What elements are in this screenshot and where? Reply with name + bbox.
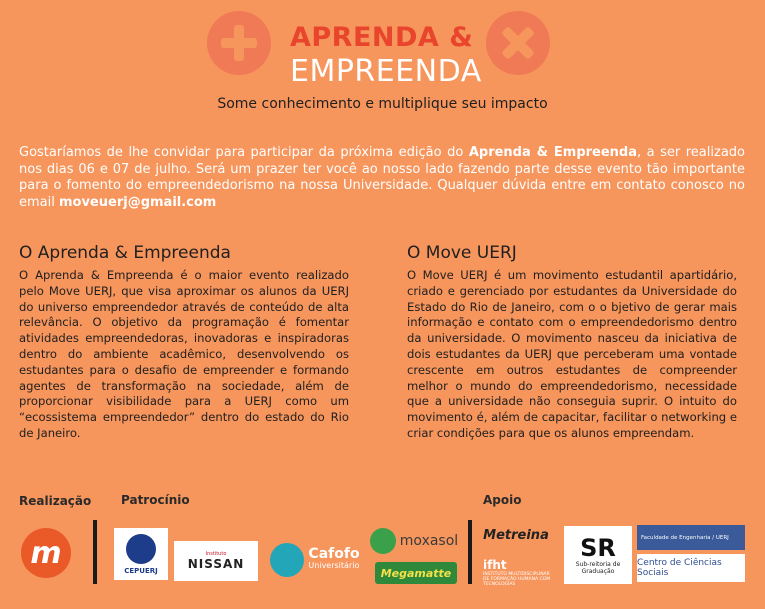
contact-email[interactable]: moveuerj@gmail.com: [58, 194, 217, 210]
ifht-logo: ifht INSTITUTO MULTIDISCIPLINAR DE FORMAÇÃO HUMANA COM TECNOLOGIAS: [483, 557, 551, 587]
cafofo-universitario-logo: Cafofo Universitário: [264, 540, 366, 580]
title-line-2: EMPREENDA: [290, 54, 482, 89]
sr-mark-icon: SR: [580, 534, 616, 562]
section-body: O Aprenda & Empreenda é o maior evento realizado pelo Move UERJ, que visa aproximar os alunos da UERJ do universo empreendedor através de conteúdo de alta relevância. O objetivo da programação é fomentar atividades empreendedoras, inovadoras e inspiradoras dentro do ambiente acadêmico, desenvolvendo os estudantes para o desafio de empreender e formando agentes de transformação na sociedade, além de proporcionar visibilidade para a UERJ como um “ecossistema empreendedor” dentro do estado do Rio de Janeiro.: [19, 268, 349, 440]
divider: [93, 520, 97, 584]
lightbulb-icon: [370, 528, 396, 554]
multiply-icon: [486, 11, 550, 75]
invitation-text: [19, 145, 745, 211]
plus-icon: [207, 11, 271, 75]
metreina-logo: Metreina: [483, 527, 549, 543]
cepuerj-seal-icon: [126, 534, 156, 564]
title-line-1: APRENDA &: [290, 22, 474, 53]
event-header: [0, 0, 765, 120]
section-heading: O Aprenda & Empreenda: [19, 243, 231, 263]
sub-reitoria-logo: SR Sub-reitoria de Graduação: [564, 526, 632, 584]
event-name: Aprenda & Empreenda: [468, 145, 638, 160]
section-aprenda: [19, 243, 349, 442]
move-uerj-logo: m: [21, 528, 71, 578]
invite-part-1: Gostaríamos de lhe convidar para participar da próxima edição do: [19, 145, 469, 160]
invite-part-2: , a ser realizado nos dias 06 e 07 de julho. Será um prazer ter você ao nosso lado fazendo parte desse evento tão importante para o fomento do empreendedorismo na nossa Universidade. Qualquer dúvida entre em contato conosco no email: [19, 145, 745, 210]
moxasol-logo: moxasol: [368, 526, 460, 556]
house-icon: [270, 543, 304, 577]
realizacao-label: Realização: [19, 494, 92, 508]
nissan-institute-logo: Instituto NISSAN: [174, 541, 258, 581]
centro-ciencias-sociais-logo: Centro de Ciências Sociais: [637, 554, 745, 582]
tagline: Some conhecimento e multiplique seu impacto: [217, 96, 548, 112]
section-body: O Move UERJ é um movimento estudantil apartidário, criado e gerenciado por estudantes da Universidade do Estado do Rio de Janeiro, com o o bjetivo de gerar mais informação e contato com o empreendedorismo dentro da universidade. O movimento nasceu da iniciativa de dois estudantes da UERJ que perceberam uma vontade crescente em outros estudantes de compreender melhor o mundo do empreendedorismo, necessidade que a universidade não conseguia suprir. O intuito do movimento é, além de capacitar, facilitar o networking e criar condições para que os alunos empreendam.: [407, 268, 737, 440]
section-heading: O Move UERJ: [407, 243, 517, 263]
apoio-label: Apoio: [483, 493, 522, 507]
faculdade-engenharia-logo: Faculdade de Engenharia / UERJ: [637, 525, 745, 550]
divider: [468, 520, 472, 584]
patrocinio-label: Patrocínio: [121, 493, 190, 507]
cepuerj-logo: CEPUERJ: [114, 528, 168, 580]
section-move-uerj: [407, 243, 737, 442]
megamatte-logo: Megamatte: [375, 562, 457, 584]
